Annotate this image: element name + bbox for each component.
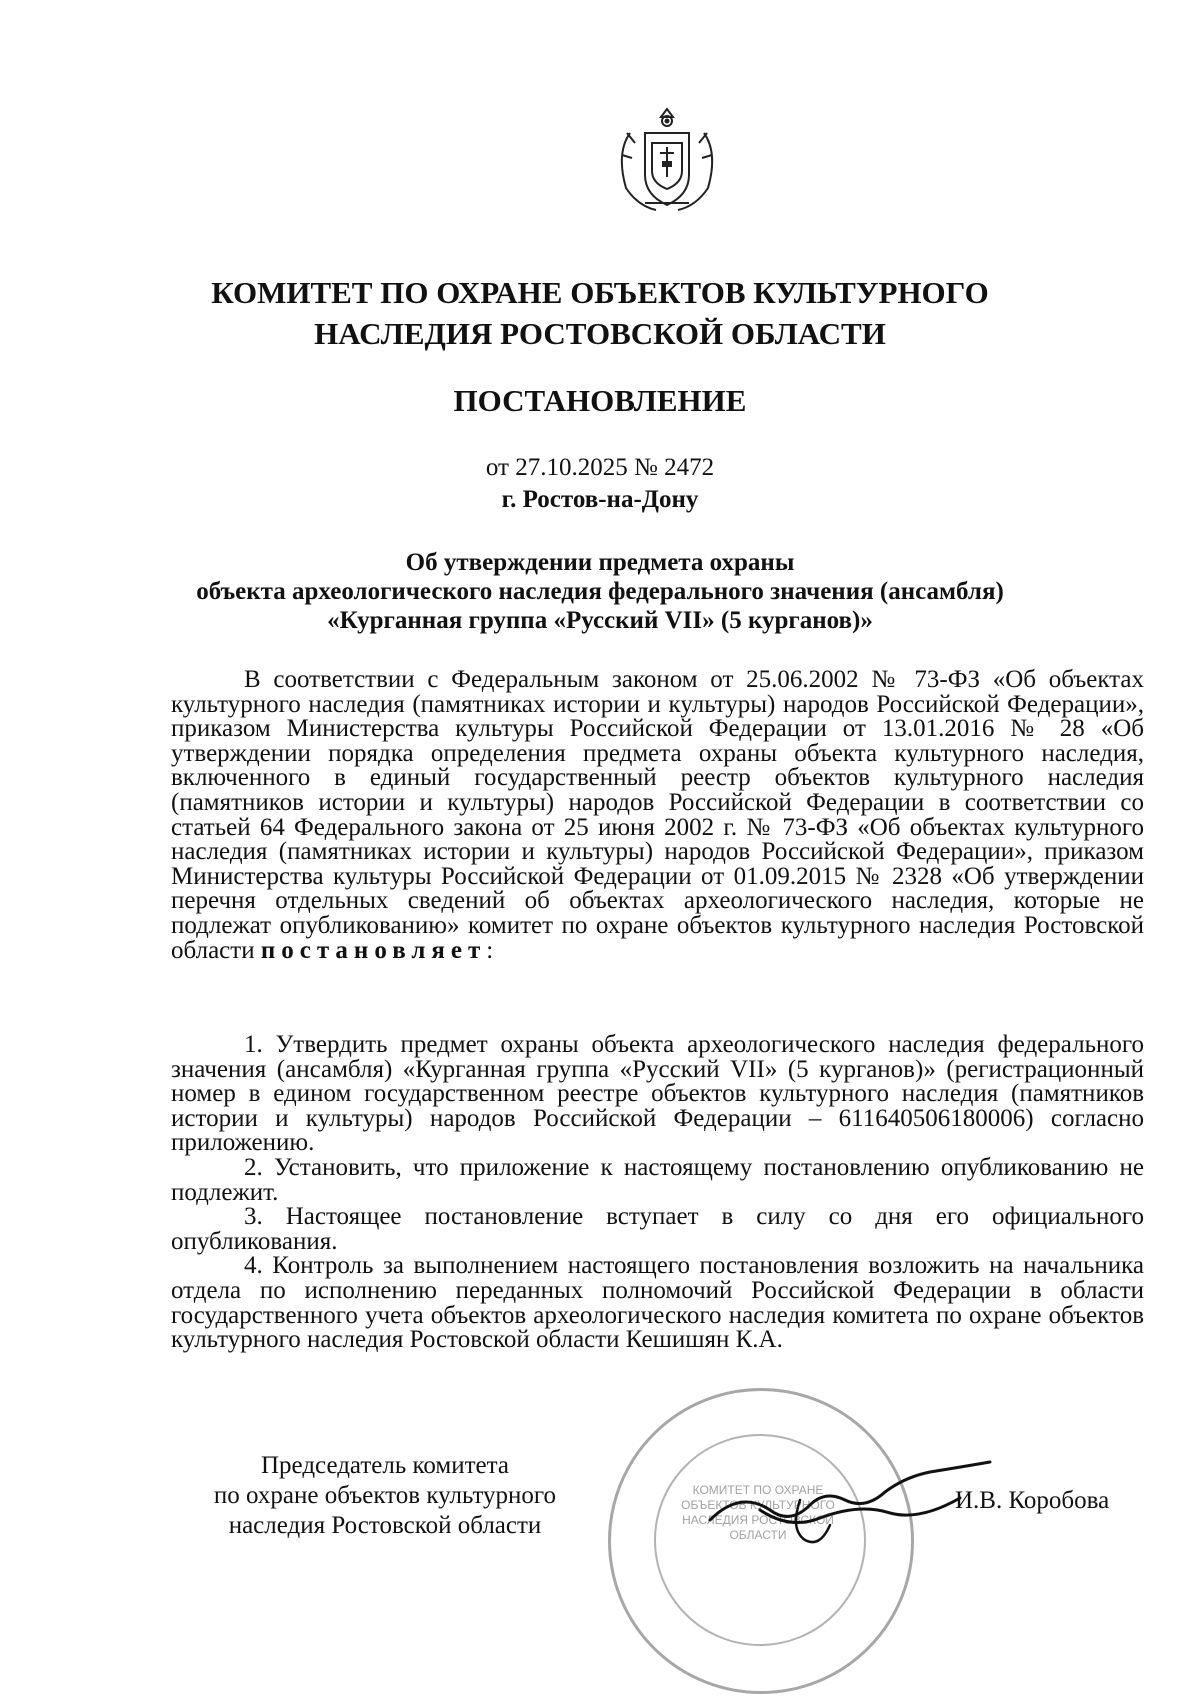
- organization-name-line-1: КОМИТЕТ ПО ОХРАНЕ ОБЪЕКТОВ КУЛЬТУРНОГО: [211, 275, 989, 310]
- document-date-number: от 27.10.2025 № 2472: [485, 454, 715, 481]
- organization-name-line-2: НАСЛЕДИЯ РОСТОВСКОЙ ОБЛАСТИ: [314, 316, 886, 351]
- organization-name: [0, 272, 1200, 354]
- stamp-text: КОМИТЕТ ПО ОХРАНЕ ОБЪЕКТОВ КУЛЬТУРНОГО НАСЛЕДИЯ РОСТОВСКОЙ ОБЛАСТИ: [681, 1483, 835, 1542]
- signatory-title-line-2: по охране объектов культурного: [213, 1482, 557, 1509]
- signatory-title-line-1: Председатель комитета: [261, 1452, 509, 1479]
- signatory-title: [175, 1451, 595, 1541]
- decree-point-2: 2. Установить, что приложение к настоящему постановлению опубликованию не подлежит.: [171, 1153, 1144, 1206]
- document-subject: [0, 548, 1200, 635]
- document-city: г. Ростов-на-Дону: [501, 486, 699, 513]
- preamble-paragraph: [171, 668, 1144, 963]
- subject-line-2: объекта археологического наследия федерального значения (ансамбля): [196, 578, 1004, 605]
- coat-of-arms-icon: [610, 103, 725, 218]
- subject-line-3: «Курганная группа «Русский VII» (5 курганов)»: [327, 607, 873, 634]
- decree-point-4: 4. Контроль за выполнением настоящего постановления возложить на начальника отдела по исполнению переданных полномочий Российской Федерации в области государственного учета объектов археологического наследия комитета по охране объектов культурного наследия Ростовской области Кешишян К.А.: [171, 1252, 1144, 1354]
- signatory-name: И.В. Коробова: [955, 1487, 1110, 1514]
- decree-point-1: 1. Утвердить предмет охраны объекта археологического наследия федерального значения (ансамбля) «Курганная группа «Русский VII» (5 курганов)» (регистрационный номер в едином государственном реестре объектов культурного наследия (памятников истории и культуры) народов Российской Федерации – 611640506180006) согласно приложению.: [171, 1031, 1144, 1157]
- subject-line-1: Об утверждении предмета охраны: [405, 549, 795, 576]
- decree-colon: :: [486, 936, 494, 964]
- decree-point-3: 3. Настоящее постановление вступает в силу со дня его официального опубликования.: [171, 1203, 1144, 1255]
- decree-word: постановляет: [260, 936, 487, 964]
- preamble: [171, 668, 1144, 963]
- signatory-title-line-3: наследия Ростовской области: [228, 1512, 542, 1539]
- decree-points: [171, 1033, 1144, 1353]
- preamble-text: В соответствии с Федеральным законом от 25.06.2002 № 73-ФЗ «Об объектах культурного наследия (памятниках истории и культуры) народов Российской Федерации», приказом Министерства культуры Российской Федерации от 13.01.2016 № 28 «Об утверждении порядка определения предмета охраны объекта культурного наследия, включенного в единый государственный реестр объектов культурного наследия (памятников истории и культуры) народов Российской Федерации в соответствии со статьей 64 Федерального закона от 25 июня 2002 г. № 73-ФЗ «Об объектах культурного наследия (памятниках истории и культуры) народов Российской Федерации», приказом Министерства культуры Российской Федерации от 01.09.2015 № 2328 «Об утверждении перечня отдельных сведений об объектах археологического наследия, которые не подлежат опубликованию» комитет по охране объектов культурного наследия Ростовской области: [171, 666, 1144, 964]
- document-type: ПОСТАНОВЛЕНИЕ: [453, 383, 747, 418]
